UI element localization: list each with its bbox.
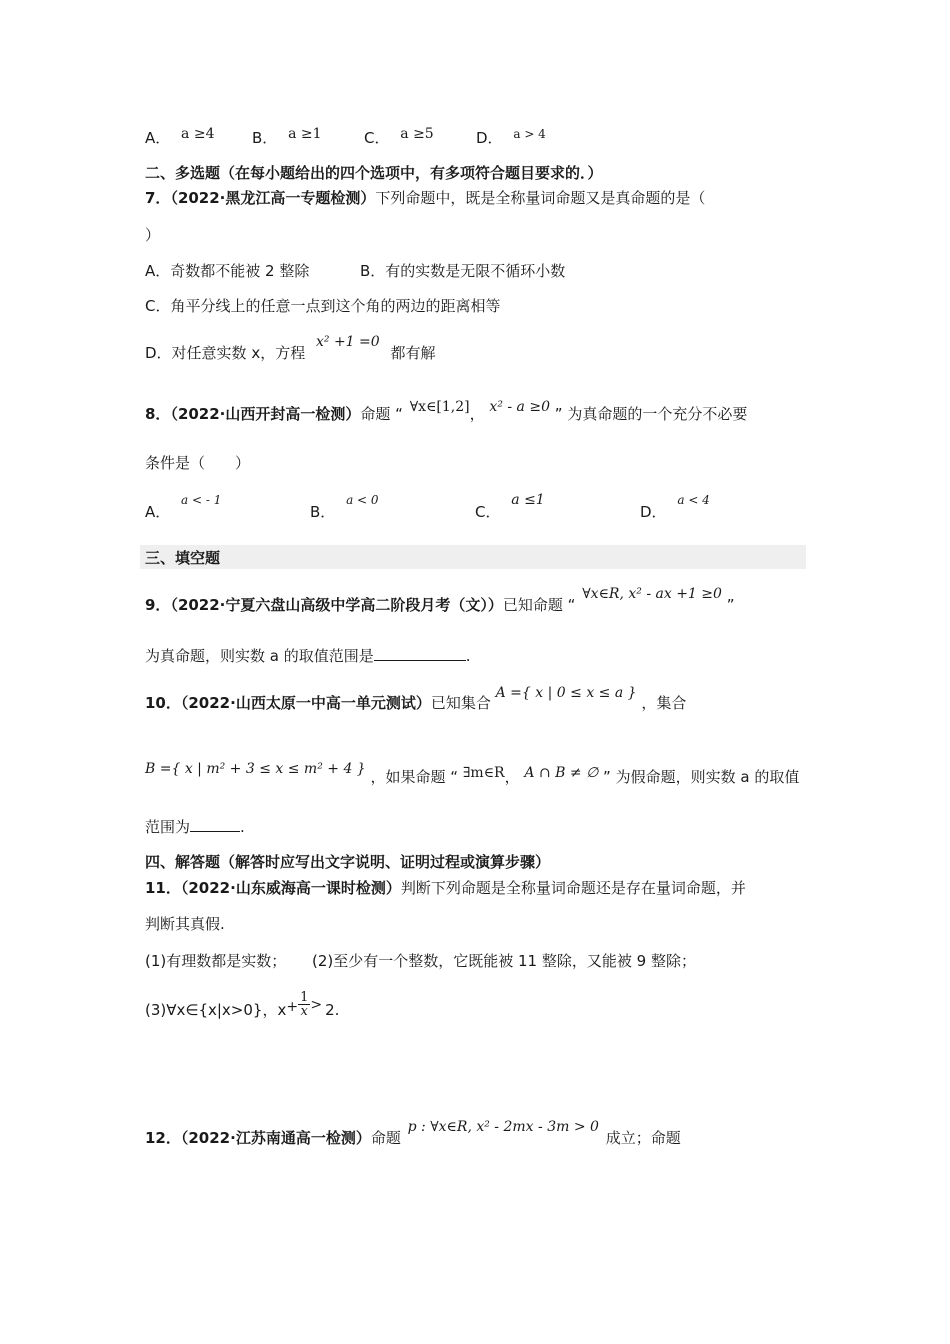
- question-text: 下列命题中，既是全称量词命题又是真命题的是（: [375, 189, 706, 207]
- q6-option-b: [252, 127, 322, 148]
- q6-option-d: [476, 127, 546, 148]
- q8-stem-line2: 条件是（ ）: [145, 454, 251, 472]
- option-text: 都有解: [390, 344, 436, 362]
- question-text: 命题: [370, 1129, 401, 1147]
- question-text: .: [465, 647, 471, 665]
- math-expression: x² - a ≥0: [489, 399, 550, 415]
- q7-option-c: C．角平分线上的任意一点到这个角的两边的距离相等: [145, 297, 501, 315]
- option-expr: a < - 1: [181, 493, 222, 507]
- math-equation: x² +1 =0: [315, 334, 380, 350]
- question-text: .: [240, 818, 245, 836]
- q7-stem: [145, 188, 705, 208]
- option-label: C．: [364, 129, 390, 147]
- question-text: ” 为假命题，则实数 a 的取值: [603, 768, 800, 786]
- math-operator: >: [310, 997, 323, 1013]
- question-text: ，集合: [641, 694, 687, 712]
- question-text: ，: [469, 405, 485, 423]
- q7-option-d: [145, 334, 436, 364]
- question-number: 12．: [145, 1129, 181, 1147]
- question-text: 命题 “: [360, 405, 403, 423]
- q6-option-a: [145, 127, 214, 148]
- q7-option-a: A．奇数都不能被 2 整除: [145, 262, 310, 280]
- question-text: 成立；命题: [605, 1129, 681, 1147]
- q10-stem-line2: [145, 761, 800, 788]
- q9-stem-line2: [145, 646, 471, 666]
- option-expr: a < 0: [346, 493, 379, 507]
- q10-stem-line3: [145, 817, 245, 837]
- option-label: C．: [475, 503, 501, 521]
- part-text: (3)∀x∈{x|x>0}，x: [145, 1001, 287, 1019]
- option-label: A．: [145, 129, 171, 147]
- question-number: 11．: [145, 879, 181, 897]
- question-text: ，: [504, 768, 520, 786]
- question-number: 7．: [145, 189, 171, 207]
- option-text: D．对任意实数 x，方程: [145, 344, 306, 362]
- math-set: B ={ x | m² + 3 ≤ x ≤ m² + 4 }: [145, 761, 366, 777]
- q8-option-b: [310, 493, 379, 522]
- question-text: ，如果命题 “: [370, 768, 459, 786]
- section-title-fill-blank: 三、填空题: [145, 549, 221, 567]
- option-label: A．: [145, 503, 171, 521]
- option-expr: a > 4: [513, 127, 546, 141]
- option-expr: a ≥1: [288, 126, 322, 142]
- answer-blank[interactable]: [374, 646, 466, 661]
- q11-stem: [145, 878, 746, 898]
- question-text: 范围为: [145, 818, 191, 836]
- math-expression: ∀x∈R, x² - ax +1 ≥0: [582, 586, 722, 602]
- option-label: B．: [252, 129, 278, 147]
- q7-option-b: B．有的实数是无限不循环小数: [360, 262, 566, 280]
- section-bar: [140, 545, 806, 569]
- q11-part-3: [145, 990, 340, 1024]
- q8-option-a: [145, 493, 222, 522]
- question-text: 已知命题 “: [502, 596, 576, 614]
- option-expr: a ≥4: [181, 126, 215, 142]
- fraction-denominator: x: [300, 1004, 308, 1019]
- option-expr: a ≤1: [511, 492, 545, 508]
- math-operator: +: [286, 999, 299, 1015]
- option-label: D．: [640, 503, 667, 521]
- math-expression: ∀x∈[1,2]: [409, 399, 470, 415]
- question-number: 10．: [145, 694, 181, 712]
- question-source: （2022·江苏南通高一检测）: [180, 1129, 371, 1147]
- option-expr: a < 4: [677, 493, 710, 507]
- fraction-numerator: 1: [300, 990, 309, 1005]
- section-title-multiple-choice: 二、多选题（在每小题给出的四个选项中，有多项符合题目要求的．）: [145, 164, 603, 182]
- question-source: （2022·山西开封高一检测）: [170, 405, 361, 423]
- q7-stem-close: ）: [145, 226, 161, 244]
- q11-part-2: (2)至少有一个整数，它既能被 11 整除，又能被 9 整除；: [312, 952, 696, 970]
- q8-stem: [145, 399, 748, 425]
- math-set: A ={ x | 0 ≤ x ≤ a }: [495, 685, 637, 701]
- option-expr: a ≥5: [400, 126, 434, 142]
- question-text: 判断下列命题是全称量词命题还是存在量词命题，并: [400, 879, 746, 897]
- q8-option-c: [475, 492, 545, 522]
- math-fraction: [298, 991, 310, 1018]
- math-expression: ∃m∈R: [462, 765, 505, 781]
- math-expression: p : ∀x∈R, x² - 2mx - 3m > 0: [407, 1119, 599, 1135]
- question-text: 为真命题，则实数 a 的取值范围是: [145, 647, 374, 665]
- question-text: ”: [726, 596, 735, 614]
- q10-stem: [145, 685, 687, 714]
- answer-blank[interactable]: [190, 817, 240, 832]
- question-number: 8．: [145, 405, 171, 423]
- q12-stem: [145, 1119, 681, 1149]
- q11-part-1: (1)有理数都是实数；: [145, 952, 287, 970]
- section-title-solution: 四、解答题（解答时应写出文字说明、证明过程或演算步骤）: [145, 853, 551, 871]
- math-expression: A ∩ B ≠ ∅: [524, 765, 599, 781]
- question-source: （2022·宁夏六盘山高级中学高二阶段月考（文））: [170, 596, 503, 614]
- question-source: （2022·黑龙江高一专题检测）: [170, 189, 376, 207]
- q11-stem-line2: 判断其真假.: [145, 915, 225, 933]
- question-number: 9．: [145, 596, 171, 614]
- question-text: ” 为真命题的一个充分不必要: [554, 405, 748, 423]
- question-text: 已知集合: [430, 694, 491, 712]
- question-source: （2022·山东威海高一课时检测）: [180, 879, 401, 897]
- option-label: B．: [310, 503, 336, 521]
- q6-option-c: [364, 127, 434, 148]
- q8-option-d: [640, 493, 710, 522]
- q9-stem: [145, 586, 735, 616]
- option-label: D．: [476, 129, 503, 147]
- question-source: （2022·山西太原一中高一单元测试）: [180, 694, 431, 712]
- part-text: 2.: [325, 1001, 340, 1019]
